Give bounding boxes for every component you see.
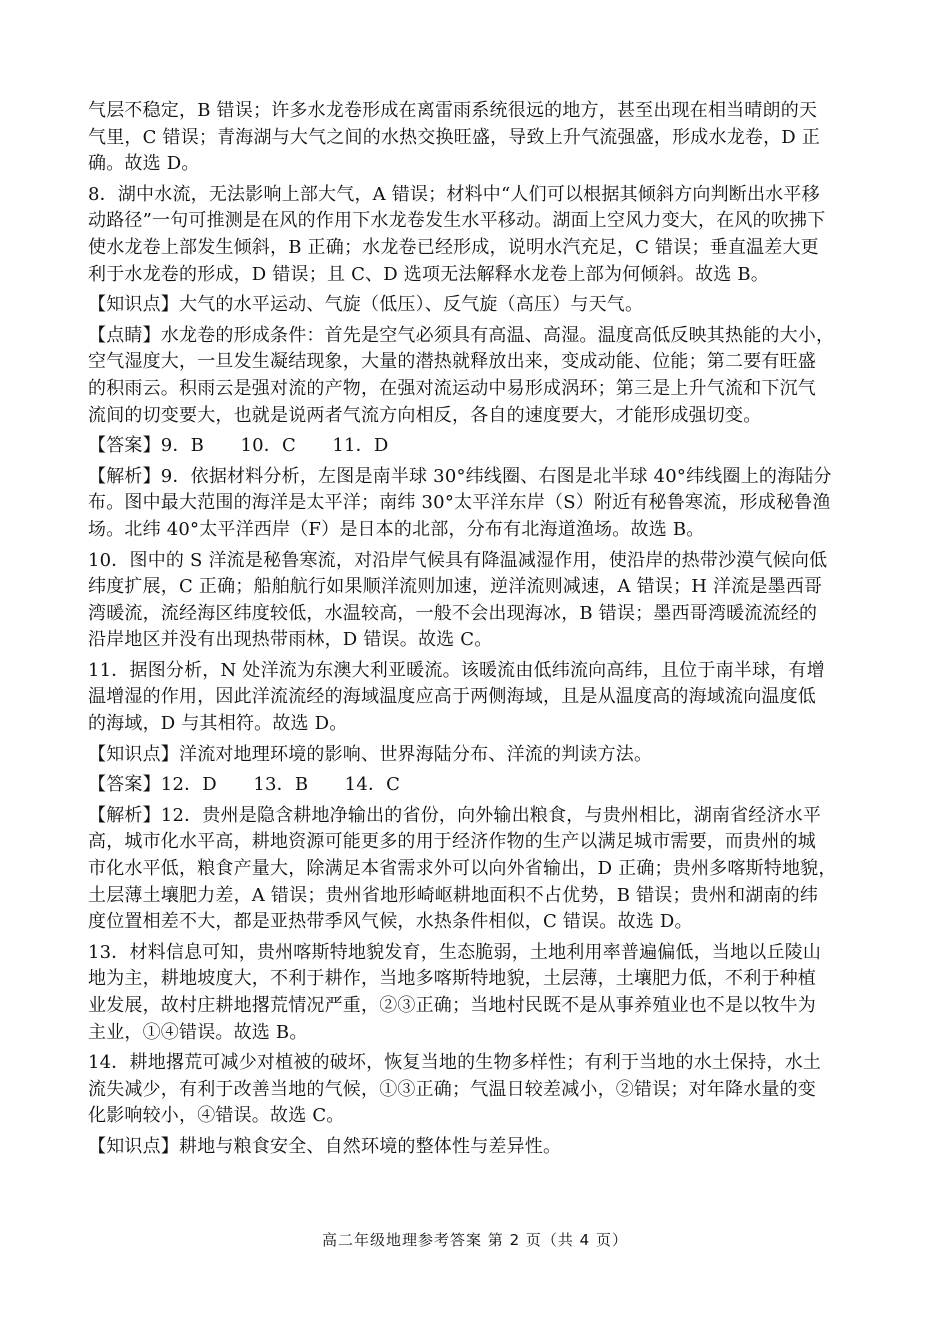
text-line: 空气湿度大，一旦发生凝结现象，大量的潜热就释放出来，变成动能、位能；第二要有旺盛 bbox=[88, 351, 816, 373]
page-footer: 高二年级地理参考答案 第 2 页（共 4 页） bbox=[322, 1231, 628, 1249]
text-line: 13．材料信息可知，贵州喀斯特地貌发育，生态脆弱，土地利用率普遍偏低，当地以丘陵山 bbox=[88, 941, 822, 963]
text-line: 气层不稳定，B 错误；许多水龙卷形成在离雷雨系统很远的地方，甚至出现在相当晴朗的天 bbox=[88, 100, 818, 121]
text-line: 【点睛】水龙卷的形成条件：首先是空气必须具有高温、高湿。温度高低反映其热能的大小， bbox=[88, 324, 835, 346]
text-line: 的积雨云。积雨云是强对流的产物，在强对流运动中易形成涡环；第三是上升气流和下沉气 bbox=[88, 377, 816, 399]
answer-body bbox=[88, 98, 863, 1161]
text-line: 【解析】12．贵州是隐含耕地净输出的省份，向外输出粮食，与贵州相比，湖南省经济水平 bbox=[88, 804, 822, 826]
text-line: 【答案】12．D 13．B 14．C bbox=[88, 774, 401, 796]
text-line: 8．湖中水流，无法影响上部大气，A 错误；材料中“人们可以根据其倾斜方向判断出水平移 bbox=[88, 183, 820, 205]
text-line: 气里，C 错误；青海湖与大气之间的水热交换旺盛，导致上升气流强盛，形成水龙卷，D 正 bbox=[88, 126, 821, 148]
text-line: 沿岸地区并没有出现热带雨林，D 错误。故选 C。 bbox=[88, 629, 493, 651]
text-line: 市化水平低，粮食产量大，除满足本省需求外可以向外省输出，D 正确；贵州多喀斯特地貌， bbox=[88, 858, 837, 880]
text-line: 度位置相差不大，都是亚热带季风气候，水热条件相似，C 错误。故选 D。 bbox=[88, 911, 693, 933]
text-line: 业发展，故村庄耕地撂荒情况严重，②③正确；当地村民既不是从事养殖业也不是以牧牛为 bbox=[88, 995, 816, 1016]
text-line: 【知识点】大气的水平运动、气旋（低压）、反气旋（高压）与天气。 bbox=[88, 294, 644, 316]
text-line: 流间的切变要大，也就是说两者气流方向相反，各自的速度要大，才能形成强切变。 bbox=[88, 404, 762, 426]
text-line: 【答案】9．B 10．C 11．D bbox=[88, 435, 389, 457]
text-line: 土层薄土壤肥力差，A 错误；贵州省地形崎岖耕地面积不占优势，B 错误；贵州和湖南的纬 bbox=[88, 884, 819, 906]
text-line: 流失减少，有利于改善当地的气候，①③正确；气温日较差减小，②错误；对年降水量的变 bbox=[88, 1078, 816, 1100]
text-line: 湾暖流，流经海区纬度较低，水温较高，一般不会出现海冰，B 错误；墨西哥湾暖流流经的 bbox=[88, 602, 818, 624]
text-line: 【解析】9．依据材料分析，左图是南半球 30°纬线圈、右图是北半球 40°纬线圈上的海陆分 bbox=[88, 465, 832, 487]
text-line: 布。图中最大范围的海洋是太平洋；南纬 30°太平洋东岸（S）附近有秘鲁寒流，形成秘鲁渔 bbox=[88, 492, 831, 514]
text-line: 【知识点】洋流对地理环境的影响、世界海陆分布、洋流的判读方法。 bbox=[88, 743, 653, 765]
text-line: 化影响较小，④错误。故选 C。 bbox=[88, 1105, 345, 1127]
text-line: 11．据图分析，N 处洋流为东澳大利亚暖流。该暖流由低纬流向高纬，且位于南半球，有增 bbox=[88, 659, 825, 681]
text-line: 确。故选 D。 bbox=[88, 153, 200, 175]
text-line: 地为主，耕地坡度大，不利于耕作，当地多喀斯特地貌，土层薄，土壤肥力低，不利于种植 bbox=[88, 968, 816, 990]
text-line: 使水龙卷上部发生倾斜，B 正确；水龙卷已经形成，说明水汽充足，C 错误；垂直温差大更 bbox=[88, 236, 819, 258]
text-line: 的海域，D 与其相符。故选 D。 bbox=[88, 713, 348, 735]
text-line: 主业，①④错误。故选 B。 bbox=[88, 1021, 308, 1043]
text-line: 利于水龙卷的形成，D 错误；且 C、D 选项无法解释水龙卷上部为何倾斜。故选 B。 bbox=[88, 263, 769, 285]
text-line: 场。北纬 40°太平洋西岸（F）是日本的北部，分布有北海道渔场。故选 B。 bbox=[88, 518, 705, 540]
text-line: 纬度扩展，C 正确；船舶航行如果顺洋流则加速，逆洋流则减速，A 错误；H 洋流是墨西哥 bbox=[88, 576, 823, 598]
text-line: 高，城市化水平高，耕地资源可能更多的用于经济作物的生产以满足城市需要，而贵州的城 bbox=[88, 831, 816, 853]
text-line: 【知识点】耕地与粮食安全、自然环境的整体性与差异性。 bbox=[88, 1135, 562, 1157]
text-line: 动路径”一句可推测是在风的作用下水龙卷发生水平移动。湖面上空风力变大，在风的吹拂下 bbox=[88, 210, 826, 232]
text-line: 10．图中的 S 洋流是秘鲁寒流，对沿岸气候具有降温减湿作用，使沿岸的热带沙漠气候向低 bbox=[88, 549, 828, 571]
text-line: 温增湿的作用，因此洋流流经的海域温度应高于两侧海域，且是从温度高的海域流向温度低 bbox=[88, 686, 816, 708]
text-line: 14．耕地撂荒可减少对植被的破坏，恢复当地的生物多样性；有利于当地的水土保持，水土 bbox=[88, 1052, 822, 1074]
